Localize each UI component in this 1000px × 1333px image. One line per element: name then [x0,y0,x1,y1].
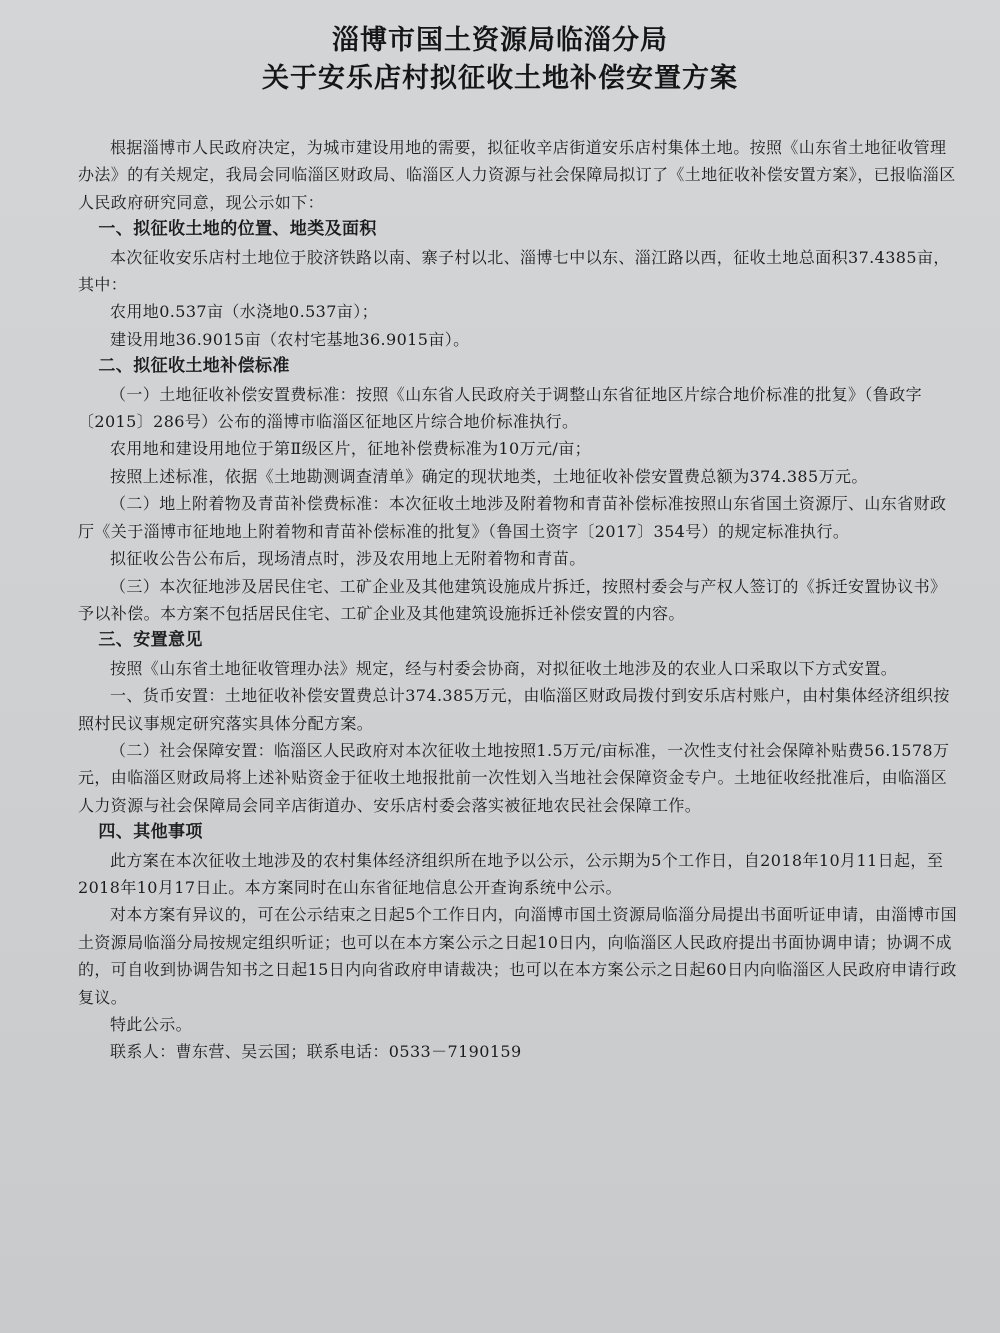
body-paragraph: （一）土地征收补偿安置费标准：按照《山东省人民政府关于调整山东省征地区片综合地价标准的批复》（鲁政字〔2015〕286号）公布的淄博市临淄区征地区片综合地价标准执行。 [78,384,923,432]
body-paragraph: （二）地上附着物及青苗补偿费标准：本次征收土地涉及附着物和青苗补偿标准按照山东省国土资源厅、山东省财政厅《关于淄博市征地地上附着物和青苗补偿标准的批复》（鲁国土资字〔2017〕354号）的规定标准执行。 [78,494,947,541]
body-paragraph: 农用地0.537亩（水浇地0.537亩）； [110,302,379,322]
title-line-2: 关于安乐店村拟征收土地补偿安置方案 [262,63,738,94]
body-paragraph: 此方案在本次征收土地涉及的农村集体经济组织所在地予以公示，公示期为5个工作日，自2018年10月11日起，至2018年10月17日止。本方案同时在山东省征地信息公开查询系统中公示。 [78,850,944,897]
section-heading: 二、拟征收土地补偿标准 [98,356,290,377]
section-heading: 三、安置意见 [98,630,203,651]
body-paragraph: 根据淄博市人民政府决定，为城市建设用地的需要，拟征收辛店街道安乐店村集体土地。按照《山东省土地征收管理办法》的有关规定，我局会同临淄区财政局、临淄区人力资源与社会保障局拟订了《土地征收补偿安置方案》，已报临淄区人民政府研究同意，现公示如下： [78,138,956,212]
body-paragraph: 本次征收安乐店村土地位于胶济铁路以南、寨子村以北、淄博七中以东、淄江路以西，征收土地总面积37.4385亩，其中： [78,247,950,295]
body-paragraph: 拟征收公告公布后，现场清点时，涉及农用地上无附着物和青苗。 [110,549,586,569]
section-heading: 四、其他事项 [98,822,203,843]
document-header [0,22,1000,98]
body-paragraph: 对本方案有异议的，可在公示结束之日起5个工作日内，向淄博市国土资源局临淄分局提出书面听证申请，由淄博市国土资源局临淄分局按规定组织听证；也可以在本方案公示之日起10日内，向临淄区人民政府提出书面协调申请；协调不成的，可自收到协调告知书之日起15日内向省政府申请裁决；也可以在本方案公示之日起60日内向临淄区人民政府申请行政复议。 [78,905,957,1007]
body-paragraph: （三）本次征地涉及居民住宅、工矿企业及其他建筑设施成片拆迁，按照村委会与产权人签订的《拆迁安置协议书》予以补偿。本方案不包括居民住宅、工矿企业及其他建筑设施拆迁补偿安置的内容。 [78,576,947,623]
body-paragraph: 一、货币安置：土地征收补偿安置费总计374.385万元，由临淄区财政局拨付到安乐店村账户，由村集体经济组织按照村民议事规定研究落实具体分配方案。 [78,686,950,733]
body-paragraph: 建设用地36.9015亩（农村宅基地36.9015亩）。 [110,329,470,349]
body-paragraph: （二）社会保障安置：临淄区人民政府对本次征收土地按照1.5万元/亩标准，一次性支付社会保障补贴费56.1578万元，由临淄区财政局将上述补贴资金于征收土地报批前一次性划入当地社会保障资金专户。土地征收经批准后，由临淄区人力资源与社会保障局会同辛店街道办、安乐店村委会落实被征地农民社会保障工作。 [78,740,950,815]
body-paragraph: 农用地和建设用地位于第Ⅱ级区片，征地补偿费标准为10万元/亩； [110,439,592,459]
body-paragraph: 特此公示。 [110,1015,193,1034]
body-paragraph: 联系人：曹东营、吴云国；联系电话：0533－7190159 [110,1042,522,1062]
body-paragraph: 按照上述标准，依据《土地勘测调查清单》确定的现状地类，土地征收补偿安置费总额为374.385万元。 [110,466,868,486]
title-line-1: 淄博市国土资源局临淄分局 [332,25,668,56]
body-paragraph: 按照《山东省土地征收管理办法》规定，经与村委会协商，对拟征收土地涉及的农业人口采取以下方式安置。 [110,658,898,678]
document-body [78,134,958,1066]
section-heading: 一、拟征收土地的位置、地类及面积 [98,219,377,240]
